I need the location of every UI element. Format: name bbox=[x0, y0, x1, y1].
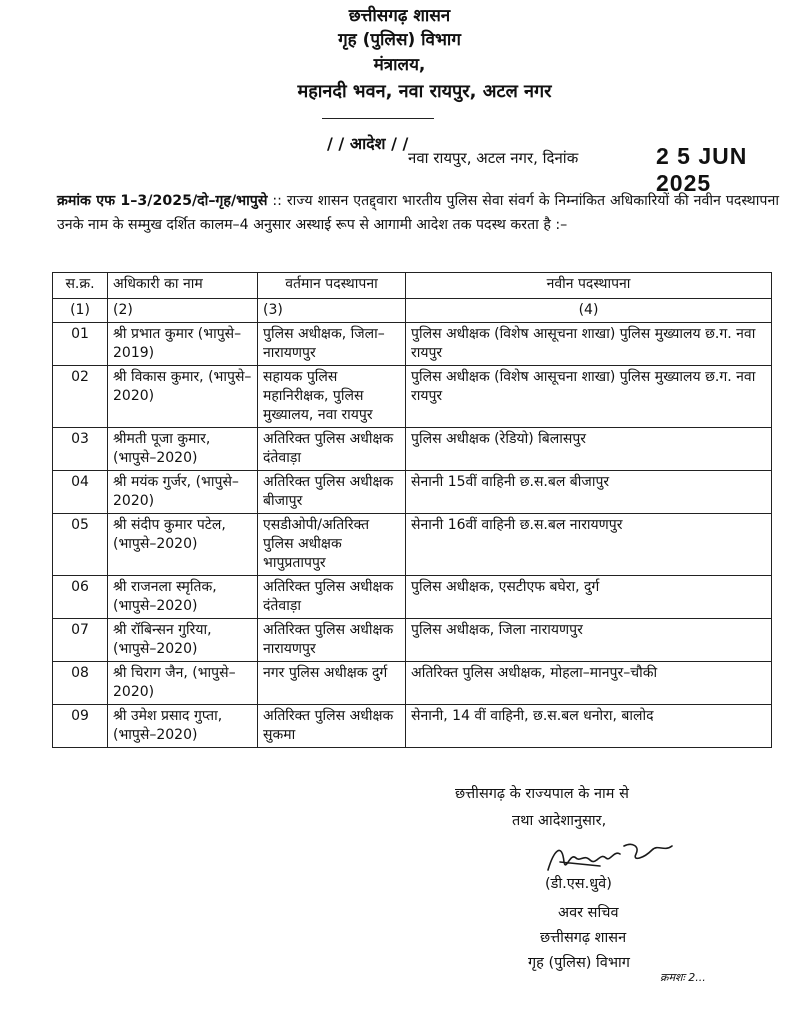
row-serial: 09 bbox=[53, 705, 108, 748]
row-officer-name: श्री रॉबिन्सन गुरिया, (भापुसे–2020) bbox=[108, 619, 258, 662]
posting-table bbox=[52, 272, 772, 748]
header-current-posting: वर्तमान पदस्थापना bbox=[258, 273, 406, 299]
row-current-posting: अतिरिक्त पुलिस अधीक्षक दंतेवाड़ा bbox=[258, 428, 406, 471]
table-row bbox=[53, 366, 772, 428]
signer-government: छत्तीसगढ़ शासन bbox=[540, 930, 627, 946]
row-current-posting: अतिरिक्त पुलिस अधीक्षक सुकमा bbox=[258, 705, 406, 748]
row-current-posting: सहायक पुलिस महानिरीक्षक, पुलिस मुख्यालय, नवा रायपुर bbox=[258, 366, 406, 428]
col-number-3: (3) bbox=[258, 299, 406, 323]
row-serial: 08 bbox=[53, 662, 108, 705]
government-name: छत्तीसगढ़ शासन bbox=[348, 6, 451, 26]
row-new-posting: पुलिस अधीक्षक (रेडियो) बिलासपुर bbox=[406, 428, 772, 471]
table-row bbox=[53, 576, 772, 619]
order-body-text: :: राज्य शासन एतद्द्वारा भारतीय पुलिस सेवा संवर्ग के निम्नांकित अधिकारियों की नवीन पदस्थापना उनके नाम के सम्मुख दर्शित कालम–4 अनुसार अस्थाई रूप से आगामी आदेश तक पदस्थ करता है :– bbox=[57, 193, 779, 233]
governor-authority-line: छत्तीसगढ़ के राज्यपाल के नाम से bbox=[455, 786, 629, 802]
col-number-2: (2) bbox=[108, 299, 258, 323]
row-officer-name: श्री चिराग जैन, (भापुसे– 2020) bbox=[108, 662, 258, 705]
row-serial: 04 bbox=[53, 471, 108, 514]
header-new-posting: नवीन पदस्थापना bbox=[406, 273, 772, 299]
row-current-posting: अतिरिक्त पुलिस अधीक्षक नारायणपुर bbox=[258, 619, 406, 662]
order-reference: क्रमांक एफ 1–3/2025/दो–गृह/भापुसे bbox=[57, 193, 268, 209]
row-new-posting: पुलिस अधीक्षक, जिला नारायणपुर bbox=[406, 619, 772, 662]
row-current-posting: अतिरिक्त पुलिस अधीक्षक दंतेवाड़ा bbox=[258, 576, 406, 619]
row-officer-name: श्री संदीप कुमार पटेल, (भापुसे–2020) bbox=[108, 514, 258, 576]
signer-name: (डी.एस.धुवे) bbox=[545, 876, 612, 892]
order-paragraph bbox=[57, 189, 779, 237]
row-new-posting: सेनानी 15वीं वाहिनी छ.स.बल बीजापुर bbox=[406, 471, 772, 514]
place-date-label: नवा रायपुर, अटल नगर, दिनांक bbox=[408, 149, 579, 167]
signer-department: गृह (पुलिस) विभाग bbox=[528, 955, 630, 971]
row-new-posting: अतिरिक्त पुलिस अधीक्षक, मोहला–मानपुर–चौकी bbox=[406, 662, 772, 705]
row-serial: 07 bbox=[53, 619, 108, 662]
row-new-posting: पुलिस अधीक्षक (विशेष आसूचना शाखा) पुलिस मुख्यालय छ.ग. नवा रायपुर bbox=[406, 323, 772, 366]
table-row bbox=[53, 323, 772, 366]
row-serial: 01 bbox=[53, 323, 108, 366]
table-header-row bbox=[53, 273, 772, 299]
header-serial: स.क्र. bbox=[53, 273, 108, 299]
row-current-posting: एसडीओपी/अतिरिक्त पुलिस अधीक्षक भापुप्रतापपुर bbox=[258, 514, 406, 576]
table-row bbox=[53, 705, 772, 748]
header-divider bbox=[322, 118, 434, 119]
col-number-4: (4) bbox=[406, 299, 772, 323]
table-row bbox=[53, 619, 772, 662]
row-officer-name: श्री राजनला स्मृतिक, (भापुसे–2020) bbox=[108, 576, 258, 619]
row-current-posting: अतिरिक्त पुलिस अधीक्षक बीजापुर bbox=[258, 471, 406, 514]
header-officer-name: अधिकारी का नाम bbox=[108, 273, 258, 299]
office-address: महानदी भवन, नवा रायपुर, अटल नगर bbox=[297, 81, 552, 102]
row-serial: 06 bbox=[53, 576, 108, 619]
ministry-label: मंत्रालय, bbox=[373, 55, 426, 75]
row-new-posting: सेनानी, 14 वीं वाहिनी, छ.स.बल धनोरा, बालोद bbox=[406, 705, 772, 748]
department-name: गृह (पुलिस) विभाग bbox=[338, 30, 461, 50]
row-serial: 02 bbox=[53, 366, 108, 428]
row-new-posting: पुलिस अधीक्षक (विशेष आसूचना शाखा) पुलिस मुख्यालय छ.ग. नवा रायपुर bbox=[406, 366, 772, 428]
table-row bbox=[53, 471, 772, 514]
row-new-posting: सेनानी 16वीं वाहिनी छ.स.बल नारायणपुर bbox=[406, 514, 772, 576]
col-number-1: (1) bbox=[53, 299, 108, 323]
table-row bbox=[53, 428, 772, 471]
row-officer-name: श्री प्रभात कुमार (भापुसे–2019) bbox=[108, 323, 258, 366]
row-current-posting: नगर पुलिस अधीक्षक दुर्ग bbox=[258, 662, 406, 705]
signer-designation: अवर सचिव bbox=[558, 905, 619, 921]
table-column-number-row bbox=[53, 299, 772, 323]
date-stamp: 2 5 JUN 2025 bbox=[656, 143, 748, 196]
row-serial: 05 bbox=[53, 514, 108, 576]
row-officer-name: श्रीमती पूजा कुमार, (भापुसे–2020) bbox=[108, 428, 258, 471]
table-row bbox=[53, 514, 772, 576]
order-authority-line: तथा आदेशानुसार, bbox=[512, 813, 607, 829]
row-new-posting: पुलिस अधीक्षक, एसटीएफ बघेरा, दुर्ग bbox=[406, 576, 772, 619]
row-officer-name: श्री मयंक गुर्जर, (भापुसे– 2020) bbox=[108, 471, 258, 514]
row-officer-name: श्री विकास कुमार, (भापुसे– 2020) bbox=[108, 366, 258, 428]
continued-marker: क्रमशः 2... bbox=[660, 971, 706, 984]
order-title: / / आदेश / / bbox=[327, 134, 409, 153]
table-row bbox=[53, 662, 772, 705]
row-officer-name: श्री उमेश प्रसाद गुप्ता, (भापुसे–2020) bbox=[108, 705, 258, 748]
row-current-posting: पुलिस अधीक्षक, जिला–नारायणपुर bbox=[258, 323, 406, 366]
row-serial: 03 bbox=[53, 428, 108, 471]
